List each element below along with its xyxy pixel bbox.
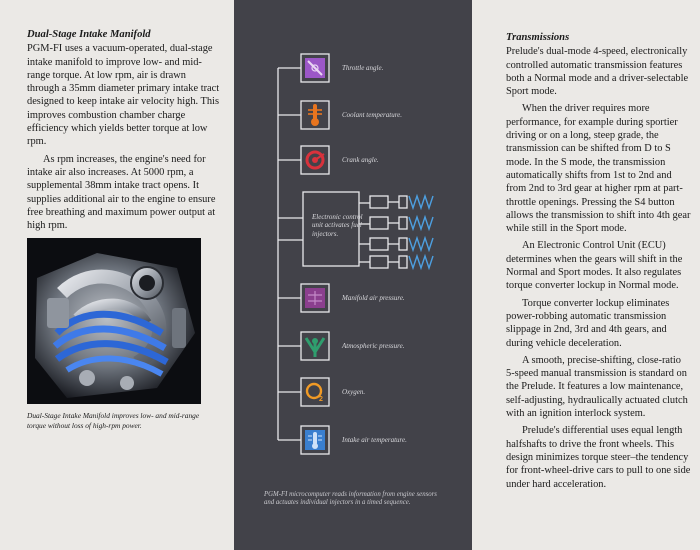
injector-spray-icon <box>409 196 433 208</box>
right-column <box>472 0 700 550</box>
sensor-label-coolant: Coolant temperature. <box>342 111 403 119</box>
intake-heading: Dual-Stage Intake Manifold <box>27 29 151 40</box>
injector-spray-icon <box>409 217 433 229</box>
ecu-label: Electronic control unit activates fuel injectors. <box>312 213 363 238</box>
photo-caption: Dual-Stage Intake Manifold improves low- and mid-range torque without loss of high-rpm power. <box>27 411 200 430</box>
oxygen-icon <box>307 384 323 403</box>
intake-paragraph-2: As rpm increases, the engine's need for intake air also increases. At 5000 rpm, a supplemental 38mm intake tract opens. It supplies additional air to the engine to ensure free breathing and maximum power output at high rpm. <box>27 153 216 232</box>
sensor-label-manifold: Manifold air pressure. <box>342 294 405 302</box>
sensor-label-crank: Crank angle. <box>342 156 379 164</box>
sensor-label-throttle: Throttle angle. <box>342 64 384 72</box>
crank-icon <box>307 152 324 168</box>
intake-section <box>27 28 220 232</box>
sensor-diagram <box>234 0 472 550</box>
svg-text:2: 2 <box>319 396 323 403</box>
transmissions-paragraph-2: When the driver requires more performance, for example during sportier driving or on a long, steep grade, the transmission can be shifted from D to S mode. In the S mode, the transmission automatically shifts from 1st to 2nd and from 2nd to 3rd gear at higher rpm at part-throttle openings. Pressing the S4 button allows the transmission to shift into 4th gear while still in the Sport mode. <box>506 103 691 235</box>
transmissions-paragraph-5: A smooth, precise-shifting, close-ratio 5-speed manual transmission is standard on the Prelude. It features a low maintenance, self-adjusting, hydraulically actuated clutch with an ignition interlock system. <box>506 354 688 420</box>
transmissions-paragraph-1: Prelude's dual-mode 4-speed, electronically controlled automatic transmission features both a Normal mode and a driver-selectable Sport mode. <box>506 46 689 98</box>
transmissions-paragraph-4: Torque converter lockup eliminates power-robbing automatic transmission slippage in 2nd, 3rd and 4th gears, and during vehicle deceleration. <box>506 297 670 349</box>
transmissions-section <box>506 31 692 491</box>
injector-spray-icons <box>409 196 433 268</box>
intake-paragraph-1: PGM-FI uses a vacuum-operated, dual-stage intake manifold to improve low- and mid-range torque. At low rpm, air is drawn through a 35mm diameter primary intake tract designed to keep intake air velocity high. This improves combustion chamber charge efficiency which yields better torque at low rpm. <box>27 43 220 148</box>
transmissions-paragraph-3: An Electronic Control Unit (ECU) determines when the gears will shift in the Normal and Sport modes. It also regulates torque converter lockup in Normal mode. <box>506 240 683 292</box>
left-column <box>0 0 234 550</box>
sensor-label-atmospheric: Atmospheric pressure. <box>342 342 405 350</box>
manifold-icon <box>305 288 325 308</box>
intake-temp-icon <box>305 430 325 450</box>
injector-spray-icon <box>409 238 433 250</box>
intake-manifold-photo <box>27 238 201 404</box>
transmissions-heading: Transmissions <box>506 32 570 43</box>
thermometer-icon <box>308 104 322 126</box>
atmospheric-icon <box>306 338 324 357</box>
throttle-icon <box>305 58 325 78</box>
sensor-label-intake-temp: Intake air temperature. <box>342 436 407 444</box>
sensor-diagram-panel <box>234 0 472 550</box>
injector-spray-icon <box>409 256 433 268</box>
sensor-label-oxygen: Oxygen. <box>342 388 366 396</box>
diagram-footnote: PGM-FI microcomputer reads information from engine sensors and actuates individual injectors in a timed sequence. <box>264 491 437 507</box>
transmissions-paragraph-6: Prelude's differential uses equal length halfshafts to drive the front wheels. This design minimizes torque steer–the tendency for front-wheel-drive cars to pull to one side under hard acceleration. <box>506 425 691 490</box>
